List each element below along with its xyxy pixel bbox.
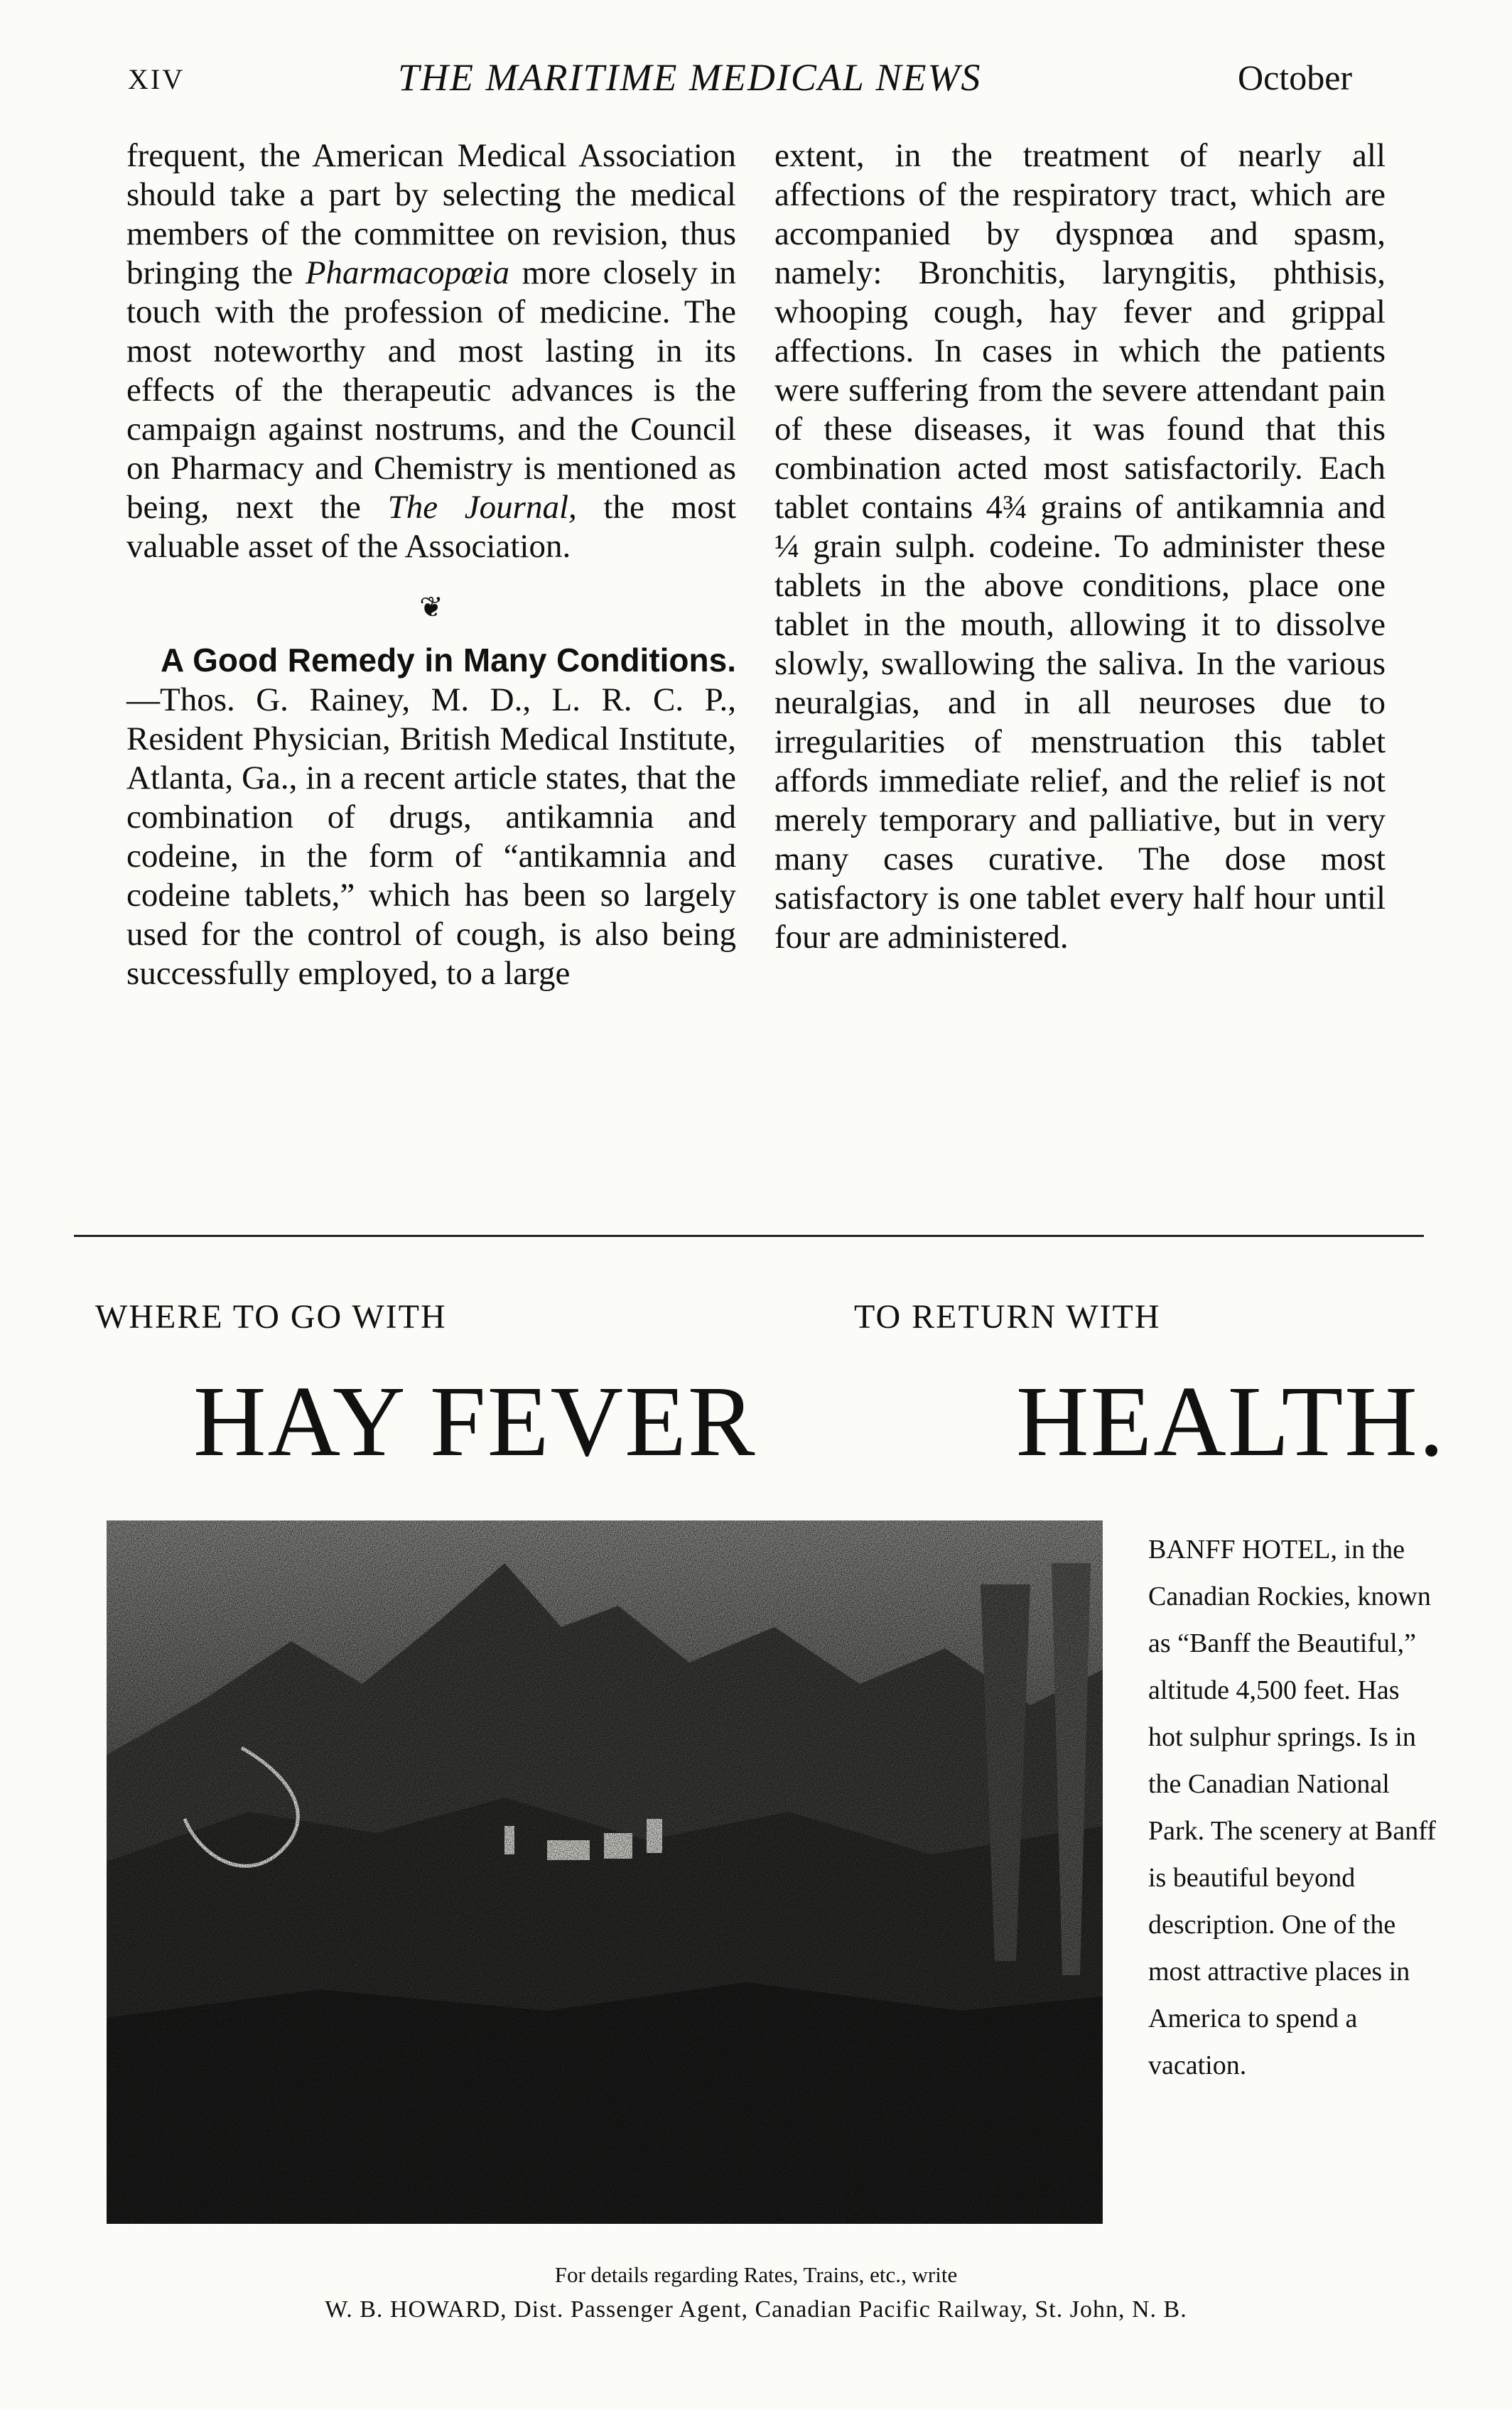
intro-paragraph [126, 136, 736, 566]
article-heading: A Good Remedy in Many Conditions. [161, 642, 736, 679]
ad-hay-fever-headline: HAY FEVER [193, 1365, 757, 1477]
article-left-column [126, 136, 736, 993]
article-right-column [774, 136, 1386, 957]
pharmacopoeia-title: Pharmacopœia [305, 254, 510, 291]
hotel-description: BANFF HOTEL, in the Canadian Rockies, known as “Banff the Beautiful,” altitude 4,500 feet. Has hot sulphur springs. Is in the Canadian National Park. The scenery at Banff is beautiful beyond description. One of the most attractive places in America to spend a vacation. [1148, 1535, 1436, 2080]
remedy-paragraph [126, 641, 736, 993]
section-divider [74, 1235, 1424, 1237]
ad-to-return: TO RETURN WITH [854, 1298, 1161, 1336]
remedy-text-right: extent, in the treatment of nearly all affections of the respiratory tract, which are accompanied by dyspnœa and spasm, namely: Bronchitis, laryngitis, phthisis, whooping cough, hay fever and grippal affections. In cases in which the patients were suffering from the severe attendant pain of these diseases, it was found that this combination acted most satisfactorily. Each tablet contains 4¾ grains of antikamnia and ¼ grain sulph. codeine. To administer these tablets in the above conditions, place one tablet in the mouth, allowing it to dissolve slowly, swallowing the saliva. In the various neuralgias, and in all neuroses due to irregularities of menstruation this tablet affords immediate relief, and the relief is not merely temporary and palliative, but in very many cases curative. The dose most satisfactory is one tablet every half hour until four are administered. [774, 137, 1386, 956]
journal-reference: The Journal, [387, 489, 577, 526]
banff-landscape-photo [107, 1520, 1103, 2224]
ad-where-to-go: WHERE TO GO WITH [95, 1298, 447, 1336]
page-number: XIV [128, 63, 185, 95]
intro-text: frequent, the American Medical Association should take a part by selecting the medical members of the committee on revision, thus bringing the [126, 137, 736, 291]
intro-text-end: the most valuable asset of the Association. [126, 489, 737, 565]
intro-text-mid: more closely in touch with the profession of medicine. The most noteworthy and most lasting in its effects of the therapeutic advances is the campaign against nostrums, and the Council on Pharmacy and Chemistry is mentioned as being, next the [126, 254, 737, 526]
ad-health-headline: HEALTH. [1016, 1365, 1446, 1477]
agent-contact: W. B. HOWARD, Dist. Passenger Agent, Canadian Pacific Railway, St. John, N. B. [325, 2296, 1187, 2323]
details-line: For details regarding Rates, Trains, etc., write [554, 2262, 958, 2287]
issue-month: October [1238, 58, 1353, 97]
remedy-text-left: —Thos. G. Rainey, M. D., L. R. C. P., Resident Physician, British Medical Institute, Atlanta, Ga., in a recent article states, that the combination of drugs, antikamnia and codeine, in the form of “antikamnia and codeine tablets,” which has been so largely used for the control of cough, is also being successfully employed, to a large [126, 681, 736, 992]
section-ornament: ❦ [419, 591, 443, 623]
journal-title: THE MARITIME MEDICAL NEWS [398, 56, 982, 99]
